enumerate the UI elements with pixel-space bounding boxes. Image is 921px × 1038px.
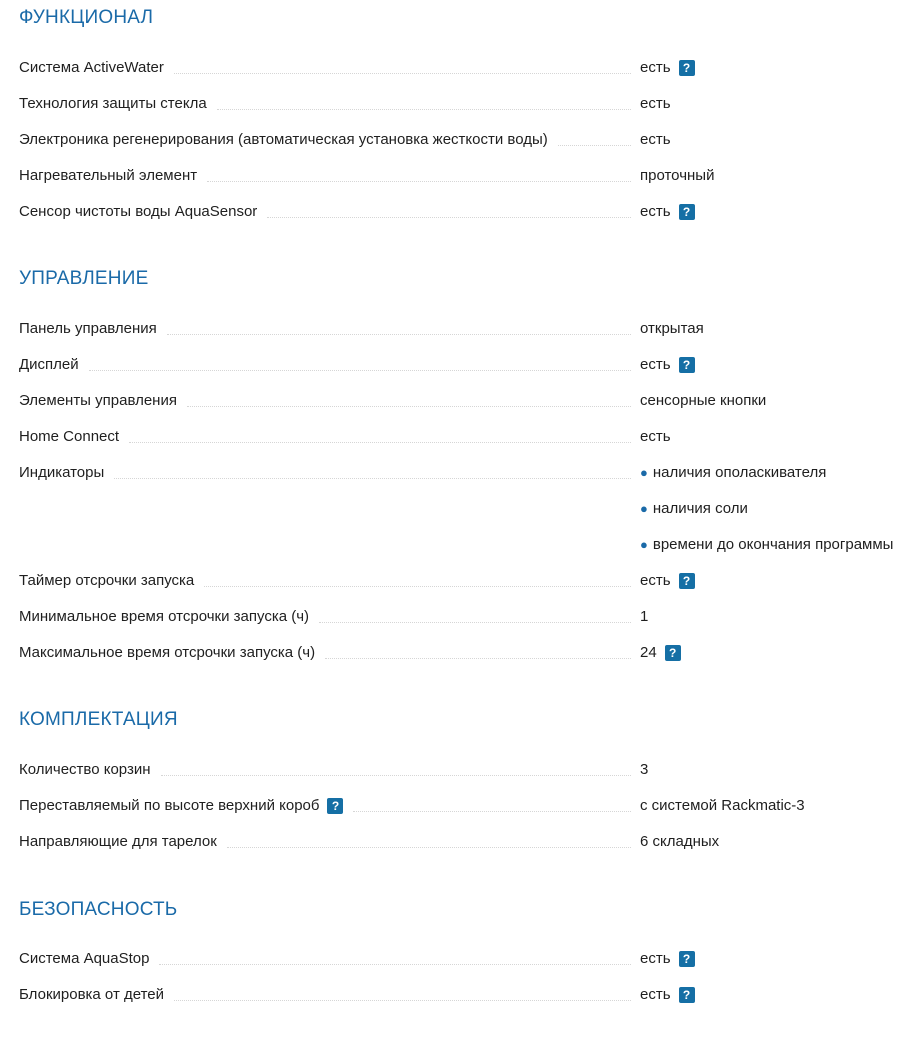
spec-value: есть ? [640,356,695,374]
spec-label: Нагревательный элемент [19,167,198,184]
spec-value: есть [640,428,671,445]
spec-value: есть ? [640,986,695,1004]
spec-row-display [0,356,921,376]
spec-label: Индикаторы [19,464,105,481]
spec-label: Система ActiveWater [19,59,164,76]
spec-row-aquastop [0,950,921,970]
spec-value-list-item: ● времени до окончания программы [640,536,894,553]
spec-row-indicators [0,464,921,484]
spec-row-heating-element [0,167,921,187]
spec-row-controls [0,392,921,412]
leader-dots [114,464,631,479]
spec-label: Сенсор чистоты воды AquaSensor [19,203,258,220]
leader-dots [159,950,631,965]
spec-row-delay-timer [0,572,921,592]
help-icon[interactable]: ? [679,204,695,220]
spec-value: сенсорные кнопки [640,392,767,409]
spec-label: Направляющие для тарелок [19,833,217,850]
leader-dots [353,797,631,812]
spec-label: Технология защиты стекла [19,95,207,112]
help-icon[interactable]: ? [679,60,695,76]
spec-value: с системой Rackmatic-3 [640,797,805,814]
spec-row-regeneration [0,131,921,151]
leader-dots [325,644,631,659]
spec-value-list-item: ● наличия ополаскивателя [640,464,827,481]
help-icon[interactable]: ? [327,798,343,814]
spec-row-indicators-cont [0,536,921,556]
spec-row-min-delay [0,608,921,628]
spec-label: Таймер отсрочки запуска [19,572,195,589]
spec-value: 24 ? [640,644,681,662]
section-title-safety: БЕЗОПАСНОСТЬ [19,899,178,920]
leader-dots [217,95,631,110]
spec-label: Система AquaStop [19,950,150,967]
spec-label: Home Connect [19,428,120,445]
spec-label: Электроника регенерирования (автоматическая установка жесткости воды) [19,131,548,148]
spec-row-activewater [0,59,921,79]
spec-value: 3 [640,761,649,778]
spec-value-list-item: ● наличия соли [640,500,748,517]
spec-row-aquasensor [0,203,921,223]
spec-label: Панель управления [19,320,157,337]
section-title-functional: ФУНКЦИОНАЛ [19,7,154,28]
spec-value: есть ? [640,572,695,590]
spec-label: Максимальное время отсрочки запуска (ч) [19,644,316,661]
section-title-equipment: КОМПЛЕКТАЦИЯ [19,709,178,730]
spec-row-baskets [0,761,921,781]
spec-value: проточный [640,167,715,184]
spec-label: Переставляемый по высоте верхний короб ? [19,797,353,815]
leader-dots [129,428,631,443]
spec-row-control-panel [0,320,921,340]
leader-dots [174,59,631,74]
bullet-icon: ● [640,465,648,480]
spec-label: Количество корзин [19,761,151,778]
spec-row-glass-protection [0,95,921,115]
spec-value: есть ? [640,203,695,221]
help-icon[interactable]: ? [679,951,695,967]
spec-row-indicators-cont [0,500,921,520]
help-icon[interactable]: ? [665,645,681,661]
spec-label: Дисплей [19,356,79,373]
leader-dots [319,608,631,623]
leader-dots [267,203,631,218]
spec-value: 1 [640,608,649,625]
bullet-icon: ● [640,501,648,516]
spec-value: есть ? [640,59,695,77]
spec-row-max-delay [0,644,921,664]
spec-value: есть [640,95,671,112]
leader-dots [187,392,631,407]
spec-value: есть [640,131,671,148]
leader-dots [227,833,631,848]
leader-dots [89,356,631,371]
spec-label: Минимальное время отсрочки запуска (ч) [19,608,310,625]
leader-dots [204,572,631,587]
spec-value: 6 складных [640,833,720,850]
spec-row-child-lock [0,986,921,1006]
leader-dots [167,320,631,335]
leader-dots [207,167,631,182]
spec-row-home-connect [0,428,921,448]
spec-label: Блокировка от детей [19,986,165,1003]
spec-value: есть ? [640,950,695,968]
section-title-control: УПРАВЛЕНИЕ [19,268,149,289]
leader-dots [161,761,631,776]
help-icon[interactable]: ? [679,357,695,373]
spec-row-adjustable-basket [0,797,921,817]
bullet-icon: ● [640,537,648,552]
spec-value: открытая [640,320,704,337]
leader-dots [558,131,631,146]
spec-row-plate-guides [0,833,921,853]
help-icon[interactable]: ? [679,573,695,589]
help-icon[interactable]: ? [679,987,695,1003]
spec-label: Элементы управления [19,392,177,409]
leader-dots [174,986,631,1001]
